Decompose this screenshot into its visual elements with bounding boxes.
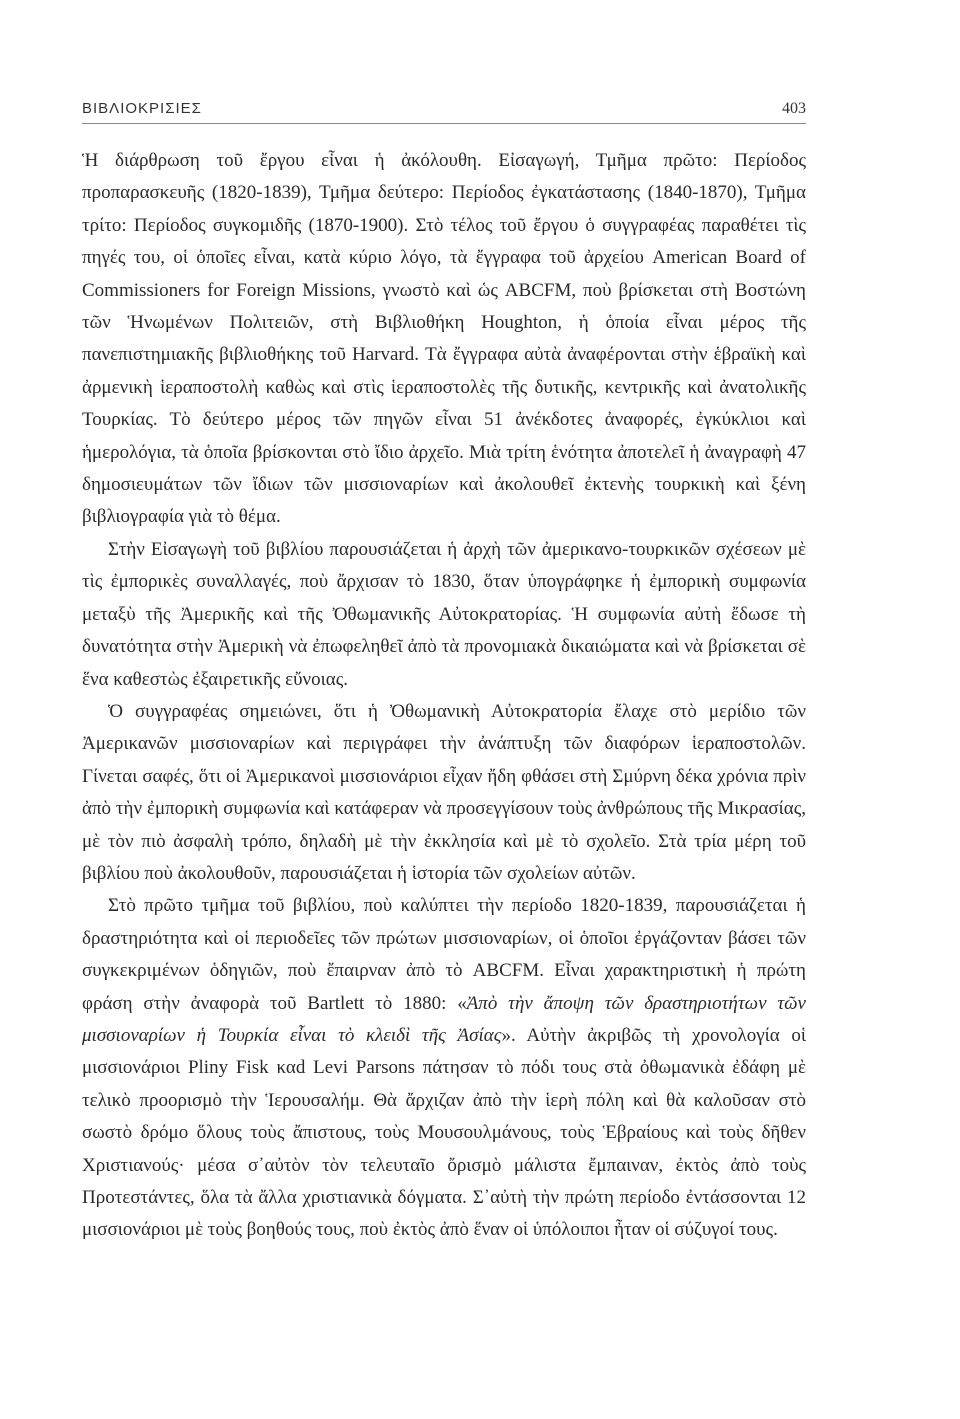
paragraph-text: ». Αὐτὴν ἀκριβῶς τὴ χρονολογία οἱ μισσιονάριοι Pliny Fisk καd Levi Parsons πάτησαν τὸ πόδι τους στὰ ὀθωμανικὰ ἐδάφη μὲ τελικὸ προορισμὸ τὴν Ἱερουσαλήμ. Θὰ ἄρχιζαν ἀπὸ τὴν ἱερὴ πόλη καὶ θὰ καλοῦσαν στὸ σωστὸ δρόμο ὅλους τοὺς ἄπιστους, τοὺς Μουσουλμάνους, τοὺς Ἑβραίους καὶ τοὺς δῆθεν Χριστιανούς· μέσα σ᾽αὐτὸν τὸν τελευταῖο ὄρισμὸ μάλιστα ἔμπαιναν, ἐκτὸς ἀπὸ τοὺς Προτεστάντες, ὅλα τὰ ἄλλα χριστιανικὰ δόγματα. Σ᾽αὐτὴ τὴν πρώτη περίοδο ἐντάσσονται 12 μισσιονάριοι μὲ τοὺς βοηθούς τους, ποὺ ἐκτὸς ἀπὸ ἕναν οἱ ὑπόλοιποι ἦταν οἱ σύζυγοί τους.	[82, 1024, 806, 1241]
body-text	[82, 145, 806, 1247]
section-title: ΒΙΒΛΙΟΚΡΙΣΙΕΣ	[82, 100, 202, 117]
paragraph	[82, 696, 806, 890]
paragraph	[82, 534, 806, 696]
paragraph	[82, 145, 806, 534]
paragraph-text: Στὸ πρῶτο τμῆμα τοῦ βιβλίου, ποὺ καλύπτει τὴν περίοδο 1820-1839, παρουσιάζεται ἡ δραστηριότητα καὶ οἱ περιοδεῖες τῶν πρώτων μισσιοναρίων, οἱ ὁποῖοι ἐργάζονταν βάσει τῶν συγκεκριμένων ὁδηγιῶν, ποὺ ἔπαιρναν ἀπὸ τὸ ABCFM. Εἶναι χαρακτηριστικὴ ἡ πρώτη φράση στὴν ἀναφορὰ τοῦ Bartlett τὸ 1880: «	[82, 895, 806, 1014]
paragraph-text: Ἡ διάρθρωση τοῦ ἔργου εἶναι ἡ ἀκόλουθη. Εἰσαγωγή, Τμῆμα πρῶτο: Περίοδος προπαρασκευῆς (1820-1839), Τμῆμα δεύτερο: Περίοδος ἐγκατάστασης (1840-1870), Τμῆμα τρίτο: Περίοδος συγκομιδῆς (1870-1900). Στὸ τέλος τοῦ ἔργου ὁ συγγραφέας παραθέτει τὶς πηγές του, οἱ ὁποῖες εἶναι, κατὰ κύριο λόγο, τὰ ἔγγραφα τοῦ ἀρχείου American Board of Commissioners for Foreign Missions, γνωστὸ καὶ ὡς ABCFM, ποὺ βρίσκεται στὴ Βοστώνη τῶν Ἡνωμένων Πολιτειῶν, στὴ Βιβλιοθήκη Houghton, ἡ ὁποία εἶναι μέρος τῆς πανεπιστημιακῆς βιβλιοθήκης τοῦ Harvard. Τὰ ἔγγραφα αὐτὰ ἀναφέρονται στὴν ἑβραϊκὴ καὶ ἀρμενικὴ ἱεραποστολὴ καθὼς καὶ στὶς ἱεραποστολὲς τῆς δυτικῆς, κεντρικῆς καὶ ἀνατολικῆς Τουρκίας. Τὸ δεύτερο μέρος τῶν πηγῶν εἶναι 51 ἀνέκδοτες ἀναφορές, ἐγκύκλιοι καὶ ἡμερολόγια, τὰ ὁποῖα βρίσκονται στὸ ἴδιο ἀρχεῖο. Μιὰ τρίτη ἑνότητα ἀποτελεῖ ἡ ἀναγραφὴ 47 δημοσιευμάτων τῶν ἴδιων τῶν μισσιοναρίων καὶ ἀκολουθεῖ ἐκτενὴς τουρκικὴ καὶ ξένη βιβλιογραφία γιὰ τὸ θέμα.	[82, 150, 806, 528]
paragraph-text: Στὴν Εἰσαγωγὴ τοῦ βιβλίου παρουσιάζεται ἡ ἀρχὴ τῶν ἀμερικανο-τουρκικῶν σχέσεων μὲ τὶς ἐμπορικὲς συναλλαγές, ποὺ ἄρχισαν τὸ 1830, ὅταν ὑπογράφηκε ἡ ἐμπορικὴ συμφωνία μεταξὺ τῆς Ἀμερικῆς καὶ τῆς Ὀθωμανικῆς Αὐτοκρατορίας. Ἡ συμφωνία αὐτὴ ἔδωσε τὴ δυνατότητα στὴν Ἀμερικὴ νὰ ἐπωφεληθεῖ ἀπὸ τὰ προνομιακὰ δικαιώματα καὶ νὰ βρίσκεται σὲ ἕνα καθεστὼς ἐξαιρετικῆς εὔνοιας.	[82, 538, 806, 690]
running-head	[82, 96, 806, 124]
header-rule	[82, 123, 806, 124]
paragraph	[82, 890, 806, 1246]
italic-quote: Ἀπὸ τὴν ἄποψη τῶν δραστηριοτήτων τῶν μισσιοναρίων ἡ Τουρκία εἶναι τὸ κλειδὶ τῆς Ἀσίας	[82, 992, 806, 1046]
paragraph-text: Ὁ συγγραφέας σημειώνει, ὅτι ἡ Ὀθωμανικὴ Αὐτοκρατορία ἔλαχε στὸ μερίδιο τῶν Ἀμερικανῶν μισσιοναρίων καὶ περιγράφει τὴν ἀνάπτυξη τῶν διαφόρων ἱεραποστολῶν. Γίνεται σαφές, ὅτι οἱ Ἀμερικανοὶ μισσιονάριοι εἶχαν ἤδη φθάσει στὴ Σμύρνη δέκα χρόνια πρὶν ἀπὸ τὴν ἐμπορικὴ συμφωνία καὶ κατάφεραν νὰ προσεγγίσουν τοὺς ἀνθρώπους τῆς Μικρασίας, μὲ τὸν πιὸ ἀσφαλὴ τρόπο, δηλαδὴ μὲ τὴν ἐκκλησία καὶ μὲ τὸ σχολεῖο. Στὰ τρία μέρη τοῦ βιβλίου ποὺ ἀκολουθοῦν, παρουσιάζεται ἡ ἱστορία τῶν σχολείων αὐτῶν.	[82, 700, 806, 884]
page-number: 403	[782, 100, 806, 117]
